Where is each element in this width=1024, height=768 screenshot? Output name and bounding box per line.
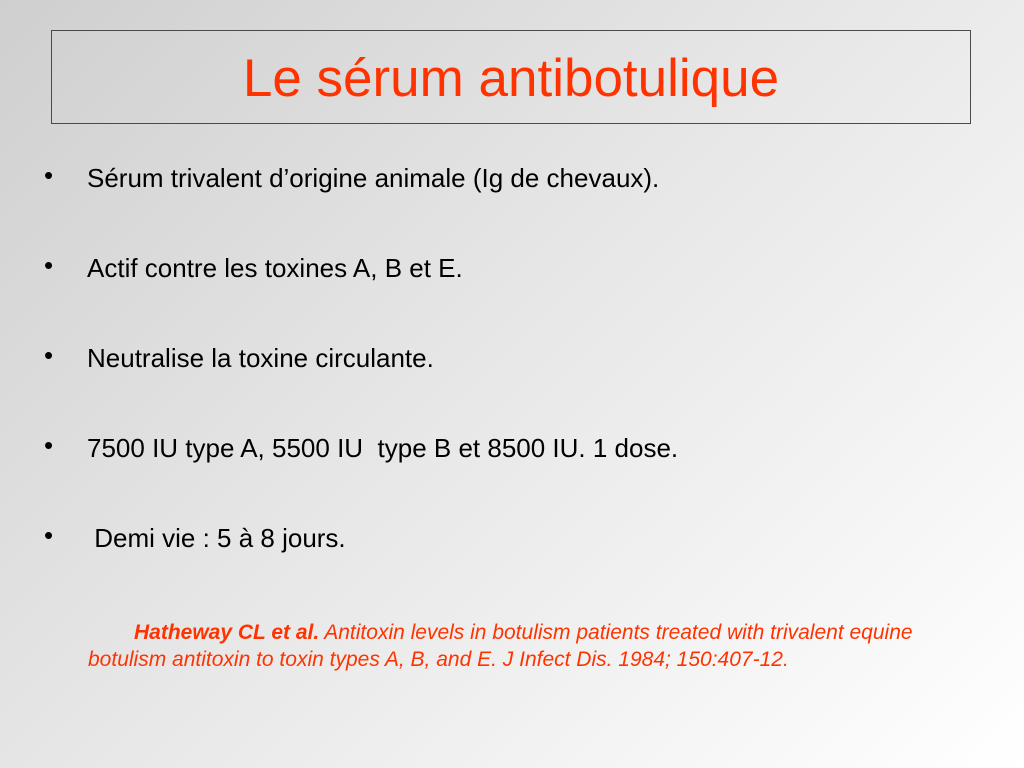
bullet-item xyxy=(44,430,964,520)
bullet-item xyxy=(44,250,964,340)
bullet-text: 7500 IU type A, 5500 IU type B et 8500 IU. 1 dose. xyxy=(87,433,679,463)
reference-authors: Hatheway CL et al. xyxy=(134,621,320,644)
bullet-text: Demi vie : 5 à 8 jours. xyxy=(87,523,346,553)
bullet-text: Sérum trivalent d’origine animale (Ig de chevaux). xyxy=(87,163,660,193)
bullet-list xyxy=(44,160,964,610)
bullet-dot: • xyxy=(44,340,54,370)
bullet-text: Neutralise la toxine circulante. xyxy=(87,343,434,373)
reference-citation xyxy=(88,619,948,674)
bullet-dot: • xyxy=(44,250,54,280)
reference-text: Antitoxin levels in botulism patients treated with trivalent equine botulism antitoxin to toxin types A, B, and E. J Infect Dis. 1984; 150:407-12. xyxy=(88,621,913,672)
slide-title: Le sérum antibotulique xyxy=(242,48,780,108)
bullet-item xyxy=(44,340,964,430)
bullet-dot: • xyxy=(44,520,54,550)
bullet-dot: • xyxy=(44,430,54,460)
title-box xyxy=(51,30,971,124)
bullet-dot: • xyxy=(44,160,54,190)
bullet-item xyxy=(44,160,964,250)
bullet-item xyxy=(44,520,964,610)
bullet-text: Actif contre les toxines A, B et E. xyxy=(87,253,463,283)
